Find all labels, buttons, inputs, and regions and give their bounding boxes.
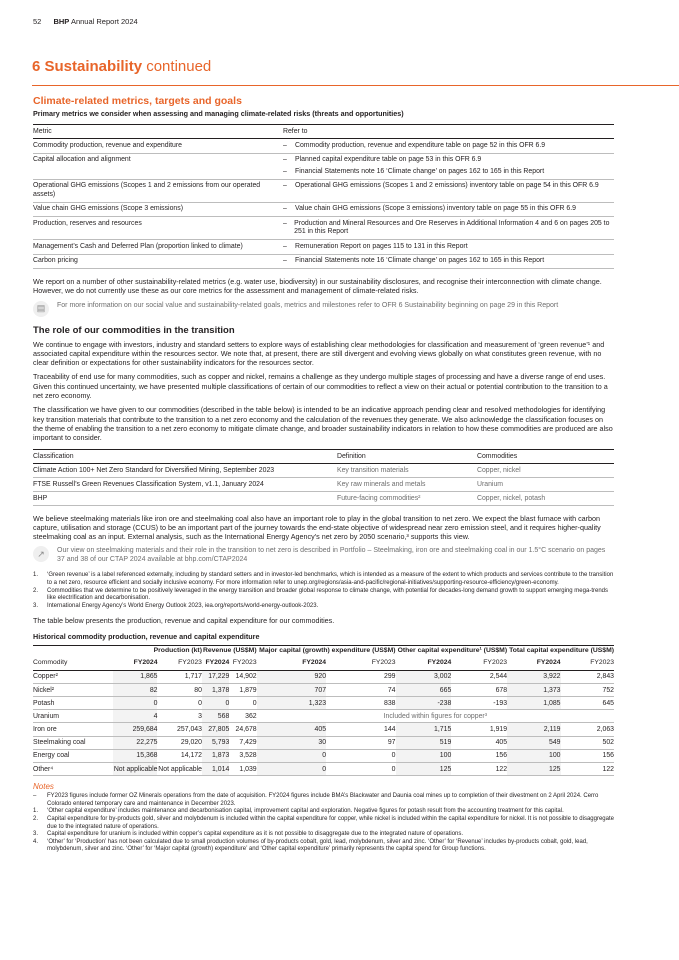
col-classification: Classification [33, 449, 337, 463]
value-cell: 1,014 [202, 763, 229, 776]
classification-cell: BHP [33, 491, 337, 505]
classification-row [33, 463, 614, 477]
ref-text: Operational GHG emissions (Scopes 1 and 2 emissions) inventory table on page 54 in this OFR 6.9 [295, 182, 599, 189]
year-fy2024: FY2024 [202, 656, 229, 671]
ref-text: Financial Statements note 16 ‘Climate change’ on pages 162 to 165 in this Report [295, 167, 545, 175]
definition-cell: Key raw minerals and metals [337, 477, 477, 491]
commodity-row [33, 749, 614, 762]
ref-item[interactable] [283, 220, 614, 237]
metric-name: Production, reserves and resources [33, 217, 283, 240]
role-paragraph-5: The table below presents the production, revenue and capital expenditure for our commodities. [33, 616, 335, 626]
footnote-text: ‘Other capital expenditure’ includes maintenance and decarbonisation capital, improvement capital and exploration. Negative figures for potash result from the accounting treatment for this capital. [47, 808, 564, 815]
value-cell: 2,119 [507, 723, 560, 736]
value-cell: 549 [507, 736, 560, 749]
role-heading: The role of our commodities in the transition [33, 324, 235, 336]
value-cell: 3,002 [396, 670, 452, 683]
value-cell: 3,922 [507, 670, 560, 683]
notes-title: Notes [33, 782, 54, 792]
metric-refs [283, 217, 614, 240]
value-cell: 1,085 [507, 697, 560, 710]
group-header: Revenue (US$M) [202, 646, 257, 654]
group-header: Other capital expenditure¹ (US$M) [397, 646, 508, 654]
value-cell: 838 [326, 697, 395, 710]
col-commodities: Commodities [477, 449, 614, 463]
group-header: Total capital expenditure (US$M) [509, 646, 614, 654]
value-cell: 17,229 [202, 670, 229, 683]
year-fy2023: FY2023 [157, 656, 201, 671]
role-paragraph-4: We believe steelmaking materials like iron ore and steelmaking coal also have an important role to play in the global transition to net zero. We expect the blast furnace with carbon capture, utilisation and storage (CCUS) to be an important part of the journey towards the end-state objective of widespread near zero emission steel, and it requires higher-quality steelmaking coal as an input. External analysis, such as the International Energy Agency’s net zero by 2050 scenario,³ supports this view. [33, 513, 601, 542]
value-cell: 1,717 [157, 670, 201, 683]
metric-row [33, 217, 614, 240]
commodity-row [33, 697, 614, 710]
value-cell: 122 [561, 763, 614, 776]
role-paragraph-2: Traceability of end use for many commodities, such as copper and nickel, remains a challenge as they undergo multiple stages of processing and have a diverse range of end uses. Given this continued uncertainty, we have presented multiple classifications of certain of our commodities to reflect a view on their actual or potential contribution to the transition to a net zero economy. [33, 372, 608, 401]
footnote-text: ‘Other’ for ‘Production’ has not been calculated due to small production volumes of by-products cobalt, gold, lead, molybdenum, silver and zinc. ‘Other’ for ‘Revenue’ includes by-products cobalt, gold, lead, molybdenum, silver and zinc. ‘Other’ for ‘Major capital (growth) expenditure’ and ‘Other capital expenditure’ primarily represents the capital spend for Group functions. [47, 838, 588, 853]
role-footnotes [33, 572, 614, 610]
main-content [33, 95, 614, 860]
group-header: Major capital (growth) expenditure (US$M) [259, 646, 396, 654]
year-fy2023: FY2023 [326, 656, 395, 671]
value-cell: 0 [326, 749, 395, 762]
metric-name: Carbon pricing [33, 254, 283, 269]
commodity-name: Nickel² [33, 683, 113, 696]
section-title: 6 Sustainability continued [32, 58, 212, 75]
commodity-name: Copper² [33, 670, 113, 683]
col-commodity: Commodity [33, 656, 113, 671]
notes-section [33, 782, 614, 854]
commodity-row [33, 710, 614, 723]
metric-row [33, 240, 614, 255]
value-cell: 125 [396, 763, 452, 776]
footnote-text: Commodities that we determine to be positively leveraged in the energy transition and broader global response to climate change, with potential for decades-long demand growth to support emerging mega-trends like electrification and decarbonisation. [47, 587, 608, 602]
climate-paragraph: We report on a number of other sustainability-related metrics (e.g. water use, biodiversity) in our sustainability disclosures, and recognise their interconnection with climate change. However, we do not currently use these as our core metrics for the assessment and management of climate-related risks. [33, 277, 602, 296]
footnote [33, 793, 614, 808]
value-cell: 82 [113, 683, 157, 696]
value-cell: 7,429 [229, 736, 256, 749]
metric-name: Operational GHG emissions (Scopes 1 and 2 emissions from our operated assets) [33, 179, 283, 202]
ref-item[interactable] [283, 168, 614, 177]
footnote-text: Capital expenditure for by-products gold, silver and molybdenum is included within the capital expenditure for copper, while nickel is included within the capital expenditure for nickel. It is not possible to disaggregate due to the integrated nature of operations. [47, 816, 614, 830]
value-cell: 0 [229, 697, 256, 710]
historical-title: Historical commodity production, revenue and capital expenditure [33, 631, 614, 646]
footnote-text: Capital expenditure for uranium is included within copper’s capital expenditure as it is not possible to disaggregate due to the integrated nature of operations. [47, 831, 464, 838]
value-cell: 100 [396, 749, 452, 762]
value-cell: 2,544 [451, 670, 507, 683]
value-cell: -238 [396, 697, 452, 710]
value-cell: 5,793 [202, 736, 229, 749]
footnote-marker: 4. [33, 838, 39, 845]
value-cell: 752 [561, 683, 614, 696]
footnote [33, 603, 614, 611]
commodity-name: Potash [33, 697, 113, 710]
metric-name: Value chain GHG emissions (Scope 3 emissions) [33, 202, 283, 217]
ref-text: Remuneration Report on pages 115 to 131 in this Report [295, 242, 468, 250]
dash: – [283, 141, 287, 149]
commodity-row [33, 736, 614, 749]
footnote-text: International Energy Agency’s World Energy Outlook 2023, iea.org/reports/world-energy-outlook-2023. [47, 602, 319, 609]
value-cell: 299 [326, 670, 395, 683]
commodities-cell: Uranium [477, 477, 614, 491]
metric-row [33, 254, 614, 269]
metric-name: Management’s Cash and Deferred Plan (proportion linked to climate) [33, 240, 283, 255]
group-header: Production (kt) [153, 646, 202, 654]
climate-heading: Climate-related metrics, targets and goals [33, 95, 242, 107]
value-cell: 1,865 [113, 670, 157, 683]
commodity-row [33, 763, 614, 776]
section-divider [32, 85, 679, 86]
company-name: BHP [53, 17, 70, 26]
dash: – [283, 257, 287, 264]
col-definition: Definition [337, 449, 477, 463]
year-fy2024: FY2024 [507, 656, 560, 671]
commodity-name: Steelmaking coal [33, 736, 113, 749]
value-cell: 3,528 [229, 749, 256, 762]
value-cell: 1,715 [396, 723, 452, 736]
value-cell: 2,843 [561, 670, 614, 683]
blank-header [33, 645, 113, 656]
value-cell: 0 [157, 697, 201, 710]
page-number: 52 [33, 17, 42, 26]
value-cell: 22,275 [113, 736, 157, 749]
value-cell: 502 [561, 736, 614, 749]
metric-name: Commodity production, revenue and expenditure [33, 139, 283, 154]
year-fy2023: FY2023 [561, 656, 614, 671]
footnote-text: FY2023 figures include former OZ Minerals operations from the date of acquisition. FY2024 figures include BMA’s Blackwater and Daunia coal mines up to completion of their divestment on 2 April 2024. Cerro Colorado entered temporary care and maintenance in December 2023. [47, 793, 599, 807]
ref-item[interactable] [283, 243, 614, 252]
col-metric: Metric [33, 125, 283, 139]
value-cell: 1,879 [229, 683, 256, 696]
value-cell: 125 [507, 763, 560, 776]
value-cell: 3 [157, 710, 201, 723]
dash: – [283, 167, 287, 175]
steel-callout [33, 546, 614, 564]
commodity-name: Energy coal [33, 749, 113, 762]
ref-item[interactable] [283, 156, 614, 165]
commodity-row [33, 670, 614, 683]
value-cell: 0 [257, 749, 326, 762]
value-cell: 15,368 [113, 749, 157, 762]
commodities-cell: Copper, nickel, potash [477, 491, 614, 505]
metric-refs [283, 240, 614, 255]
climate-callout [33, 301, 614, 317]
commodity-name: Other⁴ [33, 763, 113, 776]
dash: – [283, 242, 287, 250]
value-cell: 74 [326, 683, 395, 696]
ref-item[interactable] [283, 182, 614, 191]
included-note: Included within figures for copper³ [257, 710, 614, 723]
year-fy2024: FY2024 [113, 656, 157, 671]
classification-cell: Climate Action 100+ Net Zero Standard for Diversified Mining, September 2023 [33, 463, 337, 477]
footnote [33, 839, 614, 854]
value-cell: 14,172 [157, 749, 201, 762]
commodity-row [33, 723, 614, 736]
value-cell: 144 [326, 723, 395, 736]
value-cell: 257,043 [157, 723, 201, 736]
ref-item[interactable] [283, 257, 614, 266]
value-cell: 0 [202, 697, 229, 710]
value-cell: 80 [157, 683, 201, 696]
value-cell: Not applicable [157, 763, 201, 776]
value-cell: 24,678 [229, 723, 256, 736]
ctap-link[interactable]: Our view on steelmaking materials and their role in the transition to net zero is described in Portfolio – Steelmaking, iron ore and steelmaking coal in our 1.5°C scenario on pages 37 and 38 of our CTAP 2024 available at bhp.com/CTAP2024 [57, 547, 606, 564]
ref-text: Planned capital expenditure table on page 53 in this OFR 6.9 [295, 156, 482, 163]
commodity-name: Uranium [33, 710, 113, 723]
value-cell: 97 [326, 736, 395, 749]
value-cell: 259,684 [113, 723, 157, 736]
climate-subtitle: Primary metrics we consider when assessing and managing climate-related risks (threats and opportunities) [33, 109, 404, 118]
definition-cell: Key transition materials [337, 463, 477, 477]
value-cell: 0 [326, 763, 395, 776]
value-cell: 405 [451, 736, 507, 749]
value-cell: 707 [257, 683, 326, 696]
footnote [33, 808, 614, 816]
col-refer: Refer to [283, 125, 614, 139]
metric-refs [283, 202, 614, 217]
callout-link[interactable]: For more information on our social value and sustainability-related goals, metrics and milestones refer to OFR 6 Sustainability beginning on page 29 in this Report [57, 301, 559, 309]
dash: – [283, 205, 287, 212]
value-cell: 1,873 [202, 749, 229, 762]
commodity-name: Iron ore [33, 723, 113, 736]
page-header [33, 17, 138, 26]
metric-name: Capital allocation and alignment [33, 153, 283, 179]
value-cell: 2,063 [561, 723, 614, 736]
dash: – [283, 182, 287, 189]
value-cell: 27,805 [202, 723, 229, 736]
value-cell: 14,902 [229, 670, 256, 683]
report-name: Annual Report 2024 [70, 17, 138, 26]
value-cell: 920 [257, 670, 326, 683]
value-cell: 100 [507, 749, 560, 762]
value-cell: 568 [202, 710, 229, 723]
footnote [33, 588, 614, 603]
footnote-marker: 1. [33, 572, 39, 579]
commodities-cell: Copper, nickel [477, 463, 614, 477]
external-link-icon: ↗ [33, 546, 49, 562]
value-cell: 0 [257, 763, 326, 776]
metric-refs [283, 254, 614, 269]
metric-refs [283, 179, 614, 202]
value-cell: 645 [561, 697, 614, 710]
value-cell: 1,039 [229, 763, 256, 776]
value-cell: 156 [561, 749, 614, 762]
footnote-marker: 2. [33, 587, 39, 594]
value-cell: 678 [451, 683, 507, 696]
year-fy2024: FY2024 [257, 656, 326, 671]
footnote-marker: – [33, 793, 37, 800]
value-cell: Not applicable [113, 763, 157, 776]
year-fy2023: FY2023 [451, 656, 507, 671]
classification-row [33, 491, 614, 505]
value-cell: 156 [451, 749, 507, 762]
value-cell: 1,373 [507, 683, 560, 696]
ref-text: Value chain GHG emissions (Scope 3 emissions) inventory table on page 55 in this OFR 6.9 [295, 205, 576, 212]
definition-cell: Future-facing commodities² [337, 491, 477, 505]
value-cell: 0 [113, 697, 157, 710]
metric-row [33, 202, 614, 217]
role-paragraph-1: We continue to engage with investors, industry and standard setters to explore ways of establishing clear methodologies for classification and measurement of ‘green revenue’¹ and associated capital expenditure within the resources sector. We note that, at present, there are still divergent and evolving views globally on what constitutes green revenue, with no clear definition or expectations for other sustainability indicators for the resources sector. [33, 339, 605, 368]
value-cell: 519 [396, 736, 452, 749]
value-cell: 405 [257, 723, 326, 736]
classification-cell: FTSE Russell’s Green Revenues Classification System, v1.1, January 2024 [33, 477, 337, 491]
year-fy2023: FY2023 [229, 656, 256, 671]
metric-row [33, 139, 614, 154]
document-icon: ▤ [33, 301, 49, 317]
value-cell: 1,919 [451, 723, 507, 736]
value-cell: 4 [113, 710, 157, 723]
ref-item[interactable] [283, 205, 614, 214]
value-cell: 1,378 [202, 683, 229, 696]
ref-item[interactable] [283, 142, 614, 151]
metric-row [33, 179, 614, 202]
footnote-marker: 2. [33, 816, 39, 822]
commodity-row [33, 683, 614, 696]
value-cell: 30 [257, 736, 326, 749]
footnote [33, 831, 614, 839]
role-paragraph-3: The classification we have given to our commodities (described in the table below) is intended to be an indicative approach pending clear and resolved methodologies for identifying key transition materials that contribute to the transition to a net zero economy and the calculation of the revenues they generate. We also acknowledge the classification focuses on the theme of enabling the transition to a net zero economy to mitigate climate change, and broader sustainability indicators in relation to how these commodities are produced are also important to consider. [33, 405, 613, 443]
footnote-text: ‘Green revenue’ is a label referenced externally, including by standard setters and in investor-led benchmarks, which is intended as a measure of the extent to which products and services contribute to the transition to a net zero, resource efficient and socially inclusive economy. For more information refer to unep.org/regions/asia-and-pacific/regional-initiatives/supporting-resource-efficiency/green-economy. [47, 572, 614, 587]
classification-table [33, 449, 614, 506]
section-continued: continued [146, 58, 212, 75]
notes-list [33, 793, 614, 854]
value-cell: 29,020 [157, 736, 201, 749]
footnote [33, 816, 614, 831]
footnote [33, 572, 614, 587]
metric-refs [283, 139, 614, 154]
footnote-marker: 3. [33, 831, 39, 838]
dash: – [283, 156, 287, 163]
metrics-table [33, 124, 614, 269]
dash: – [283, 219, 287, 227]
historical-table [33, 631, 614, 777]
value-cell: 362 [229, 710, 256, 723]
ref-text: Production and Mineral Resources and Ore Reserves in Additional Information 4 and 6 on pages 205 to 251 in this Report [294, 219, 610, 235]
value-cell: 1,323 [257, 697, 326, 710]
footnote-marker: 1. [33, 808, 39, 815]
metric-refs [283, 153, 614, 179]
ref-text: Commodity production, revenue and expenditure table on page 52 in this OFR 6.9 [295, 141, 546, 149]
footnote-marker: 3. [33, 602, 39, 609]
metric-row [33, 153, 614, 179]
value-cell: -193 [451, 697, 507, 710]
year-fy2024: FY2024 [396, 656, 452, 671]
ref-text: Financial Statements note 16 ‘Climate change’ on pages 162 to 165 in this Report [295, 257, 545, 264]
classification-row [33, 477, 614, 491]
value-cell: 122 [451, 763, 507, 776]
value-cell: 665 [396, 683, 452, 696]
